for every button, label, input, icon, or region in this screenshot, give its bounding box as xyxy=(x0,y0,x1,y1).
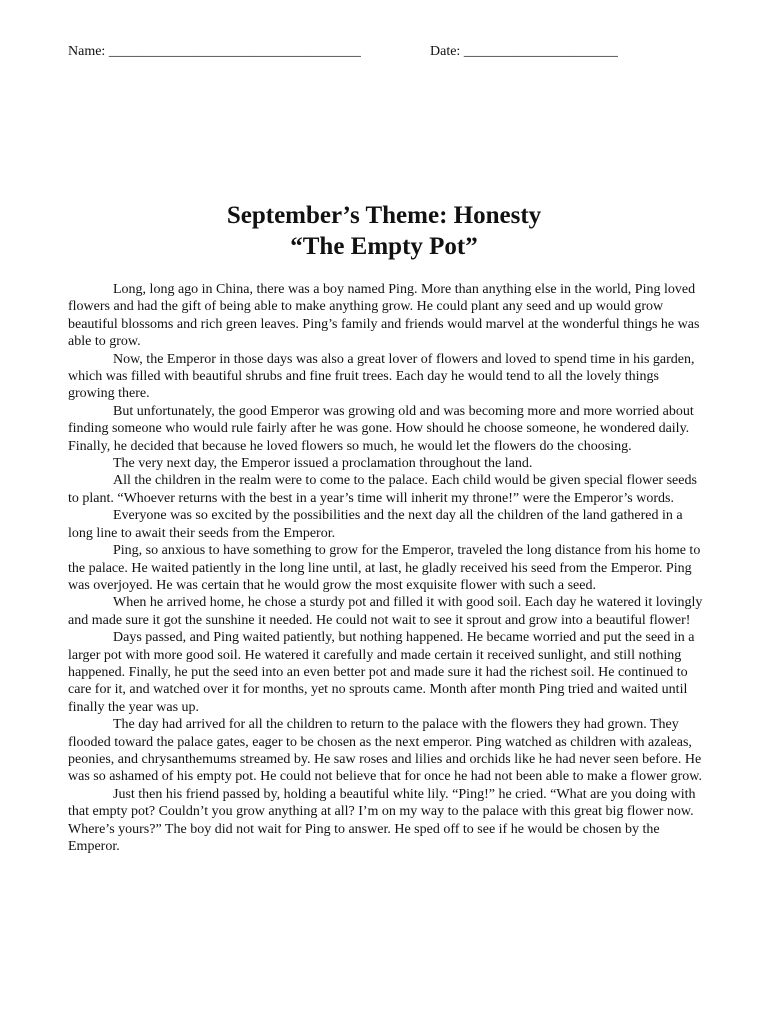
story-paragraph: Long, long ago in China, there was a boy named Ping. More than anything else in the world, Ping loved flowers and had the gift of being able to make anything grow. He could plant any seed and up would grow beautiful blossoms and rich green leaves. Ping’s family and friends would marvel at the wonderful things he was able to grow. xyxy=(68,282,700,350)
story-body xyxy=(68,281,708,855)
story-paragraph: But unfortunately, the good Emperor was growing old and was becoming more and more worried about finding someone who would rule fairly after he was gone. How should he choose someone, he wondered daily. Finally, he decided that because he loved flowers so much, he would let the flowers do the choosing. xyxy=(68,403,694,454)
story-paragraph: The very next day, the Emperor issued a proclamation throughout the land. xyxy=(113,456,533,472)
theme-heading: September’s Theme: Honesty xyxy=(226,202,542,229)
story-paragraph: Everyone was so excited by the possibilities and the next day all the children of the land gathered in a long line to await their seeds from the Emperor. xyxy=(68,508,683,541)
date-field: Date: ______________________ xyxy=(430,44,618,59)
story-title: “The Empty Pot” xyxy=(290,233,478,260)
story-paragraph: When he arrived home, he chose a sturdy pot and filled it with good soil. Each day he watered it lovingly and made sure it got the sunshine it needed. He could not wait to see it sprout and grow into a beautiful flower! xyxy=(68,595,703,628)
page-title xyxy=(0,200,768,262)
worksheet-header xyxy=(68,44,708,64)
story-paragraph: Ping, so anxious to have something to grow for the Emperor, traveled the long distance from his home to the palace. He waited patiently in the long line until, at last, he gladly received his seed from the Emperor. Ping was overjoyed. He was certain that he would grow the most exquisite flower with such a seed. xyxy=(68,543,701,593)
story-paragraph: The day had arrived for all the children to return to the palace with the flowers they had grown. They flooded toward the palace gates, eager to be chosen as the next emperor. Ping watched as children with azaleas, peonies, and chrysanthemums streamed by. He saw roses and lilies and orchids like he had never seen before. He was so ashamed of his empty pot. He could not believe that for once he had not been able to make a flower grow. xyxy=(68,717,702,785)
name-field: Name: ____________________________________ xyxy=(68,44,361,59)
story-paragraph: All the children in the realm were to come to the palace. Each child would be given special flower seeds to plant. “Whoever returns with the best in a year’s time will inherit my throne!” were the Emperor’s words. xyxy=(68,473,697,506)
story-paragraph: Just then his friend passed by, holding a beautiful white lily. “Ping!” he cried. “What are you doing with that empty pot? Couldn’t you grow anything at all? I’m on my way to the palace with this great big flower now. Where’s yours?” The boy did not wait for Ping to answer. He sped off to see if he would be chosen by the Emperor. xyxy=(68,786,696,854)
story-paragraph: Now, the Emperor in those days was also a great lover of flowers and loved to spend time in his garden, which was filled with beautiful shrubs and fine fruit trees. Each day he would tend to all the lovely things growing there. xyxy=(68,351,695,402)
story-paragraph: Days passed, and Ping waited patiently, but nothing happened. He became worried and put the seed in a larger pot with more good soil. He watered it carefully and made certain it received sunlight, and still nothing happened. Finally, he put the seed into an even better pot and made sure it had the richest soil. He continued to care for it, and watched over it for months, yet no sprouts came. Month after month Ping tried and waited until finally the year was up. xyxy=(68,630,695,715)
